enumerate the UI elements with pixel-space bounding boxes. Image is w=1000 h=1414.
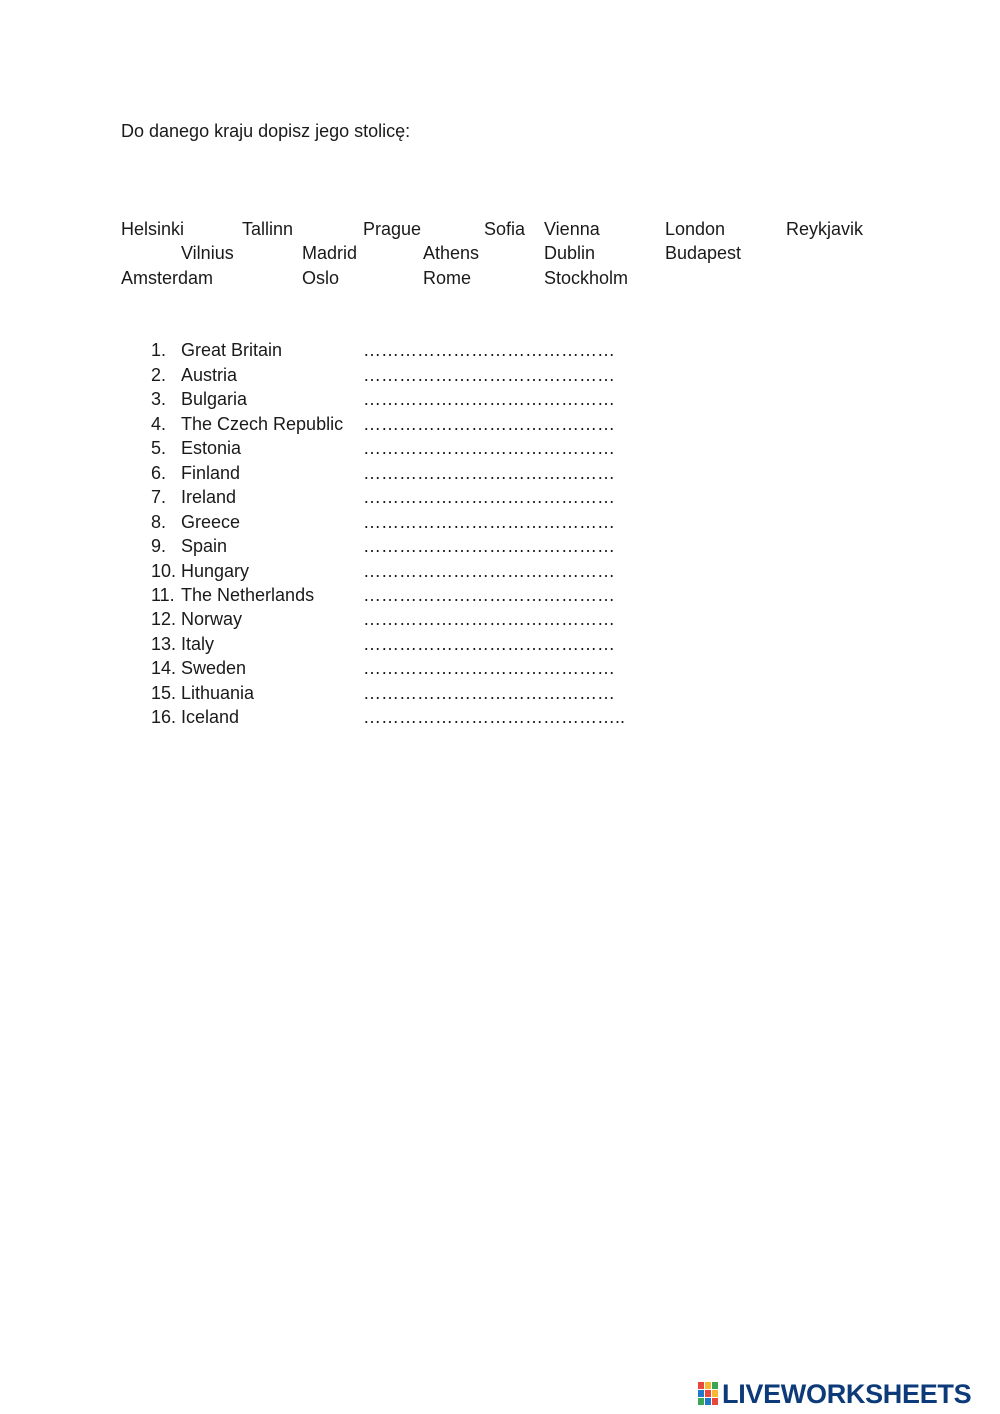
answer-blank[interactable]: …………………………………… xyxy=(363,463,615,483)
answer-blank[interactable]: …………………………………….. xyxy=(363,707,626,727)
answer-blank[interactable]: …………………………………… xyxy=(363,609,615,629)
word-bank-item: Athens xyxy=(423,243,480,263)
word-bank-item: Sofia xyxy=(484,219,526,239)
word-bank-item: Dublin xyxy=(544,243,596,263)
country-name: The Czech Republic xyxy=(181,414,344,434)
country-name: Great Britain xyxy=(181,340,283,360)
liveworksheets-logo xyxy=(698,1379,971,1409)
item-number: 1. xyxy=(151,340,167,360)
word-bank-item: Stockholm xyxy=(544,268,629,288)
answer-blank[interactable]: …………………………………… xyxy=(363,658,615,678)
country-name: Finland xyxy=(181,463,241,483)
word-bank-item: Prague xyxy=(363,219,422,239)
item-number: 2. xyxy=(151,365,167,385)
item-number: 16. xyxy=(151,707,177,727)
answer-blank[interactable]: …………………………………… xyxy=(363,683,615,703)
word-bank-item: Amsterdam xyxy=(121,268,214,288)
item-number: 11. xyxy=(151,585,175,605)
answer-blank[interactable]: …………………………………… xyxy=(363,389,615,409)
country-name: Greece xyxy=(181,512,241,532)
country-name: Bulgaria xyxy=(181,389,248,409)
item-number: 5. xyxy=(151,438,167,458)
answer-blank[interactable]: …………………………………… xyxy=(363,438,615,458)
word-bank-item: Oslo xyxy=(302,268,340,288)
answer-blank[interactable]: …………………………………… xyxy=(363,585,615,605)
answer-blank[interactable]: …………………………………… xyxy=(363,536,615,556)
country-name: Hungary xyxy=(181,561,250,581)
answer-blank[interactable]: …………………………………… xyxy=(363,414,615,434)
word-bank-item: Vienna xyxy=(544,219,600,239)
country-name: Norway xyxy=(181,609,243,629)
country-name: Italy xyxy=(181,634,215,654)
word-bank-item: Vilnius xyxy=(181,243,234,263)
country-name: The Netherlands xyxy=(181,585,315,605)
answer-blank[interactable]: …………………………………… xyxy=(363,487,615,507)
item-number: 14. xyxy=(151,658,177,678)
word-bank-item: Madrid xyxy=(302,243,358,263)
answer-blank[interactable]: …………………………………… xyxy=(363,634,615,654)
answer-blank[interactable]: …………………………………… xyxy=(363,561,615,581)
word-bank-item: Tallinn xyxy=(242,219,294,239)
answer-blank[interactable]: …………………………………… xyxy=(363,340,615,360)
word-bank-item: Rome xyxy=(423,268,472,288)
item-number: 15. xyxy=(151,683,177,703)
word-bank-item: Budapest xyxy=(665,243,742,263)
country-name: Sweden xyxy=(181,658,247,678)
liveworksheets-logo-icon xyxy=(698,1382,720,1406)
country-name: Spain xyxy=(181,536,228,556)
item-number: 4. xyxy=(151,414,167,434)
word-bank-item: London xyxy=(665,219,726,239)
answer-blank[interactable]: …………………………………… xyxy=(363,365,615,385)
item-number: 7. xyxy=(151,487,167,507)
item-number: 8. xyxy=(151,512,167,532)
item-number: 3. xyxy=(151,389,167,409)
word-bank-item: Reykjavik xyxy=(786,219,864,239)
item-number: 12. xyxy=(151,609,177,629)
word-bank-item: Helsinki xyxy=(121,219,185,239)
country-name: Lithuania xyxy=(181,683,255,703)
logo-text: LIVEWORKSHEETS xyxy=(722,1379,972,1409)
instruction-text: Do danego kraju dopisz jego stolicę: xyxy=(121,121,411,141)
country-name: Austria xyxy=(181,365,238,385)
item-number: 6. xyxy=(151,463,167,483)
item-number: 13. xyxy=(151,634,177,654)
country-name: Iceland xyxy=(181,707,240,727)
item-number: 10. xyxy=(151,561,177,581)
answer-blank[interactable]: …………………………………… xyxy=(363,512,615,532)
country-name: Estonia xyxy=(181,438,242,458)
item-number: 9. xyxy=(151,536,167,556)
country-name: Ireland xyxy=(181,487,237,507)
